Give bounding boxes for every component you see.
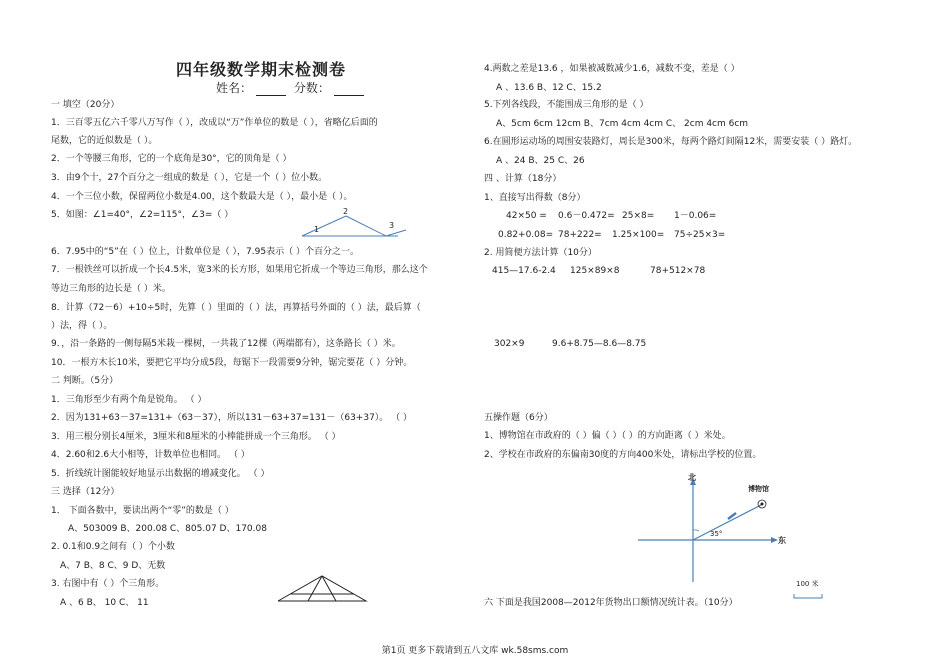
question-6: 6．7.95中的“5”在（ ）位上，计数单位是（ ），7.95表示（ ）个百分之一。	[51, 247, 359, 257]
score-blank	[334, 84, 364, 96]
calc-row2-item: 1.25×100=	[612, 230, 665, 240]
choice-6: 6.在圆形运动场的周围安装路灯，周长是300米，每两个路灯间隔12米，需要安装（ ）路灯。	[484, 137, 858, 147]
question-9: 9．，沿一条路的一侧每隔5米栽一棵树，一共栽了12棵（两端都有），这条路长（ ）米。	[51, 339, 401, 349]
calc-row1-item: 1－0.06=	[674, 211, 717, 221]
question-5: 5．如图：∠1=40°，∠2=115°，∠3=（ ）	[51, 210, 234, 220]
calc-row1-item: 25×8=	[622, 211, 655, 221]
judge-1: 1．三角形至少有两个角是锐角。 （ ）	[51, 395, 207, 405]
name-label: 姓名：	[216, 81, 253, 95]
calc-row2-item: 0.82+0.08=	[498, 230, 554, 240]
choice-4: 4.两数之差是13.6 ，如果被减数减少1.6，减数不变，差是（ ）	[484, 64, 740, 74]
angle-label-3: 3	[389, 221, 395, 230]
choice-3-options: A 、6 B、 10 C、 11	[60, 598, 149, 608]
calc-2-heading: 2. 用简便方法计算（10分）	[484, 248, 597, 258]
choice-5: 5.下列各线段，不能围成三角形的是（ ）	[484, 100, 649, 110]
section-choice-heading: 三 选择（12分）	[51, 487, 120, 497]
choice-1: 1． 下面各数中，要读出两个“零”的数是（ ）	[51, 506, 234, 516]
choice-2-options: A、7 B、8 C、9 D、无数	[60, 561, 166, 571]
score-label: 分数：	[293, 81, 330, 95]
question-2: 2．一个等腰三角形，它的一个底角是30°，它的顶角是（ ）	[51, 154, 292, 164]
east-label: 东	[778, 536, 786, 545]
calc-row1-item: 0.6－0.472=	[558, 211, 615, 221]
calc-row3-item: 78+512×78	[650, 266, 706, 276]
section-statistics-heading: 六 下面是我国2008—2012年货物出口额情况统计表。（10分）	[484, 598, 738, 608]
judge-5: 5．折线统计图能较好地显示出数据的增减变化。 （ ）	[51, 469, 270, 479]
question-7b: 等边三角形的边长是（ ）米。	[51, 284, 171, 294]
calc-row3-item: 125×89×8	[570, 266, 620, 276]
choice-6-options: A 、24 B、25 C、26	[496, 156, 585, 166]
operation-2: 2、学校在市政府的东偏南30度的方向400米处，请标出学校的位置。	[484, 450, 762, 460]
museum-label: 博物馆	[748, 485, 769, 493]
choice-5-options: A、5cm 6cm 12cm B、7cm 4cm 4cm C、 2cm 4cm 6cm	[496, 119, 749, 129]
angle-label-2: 2	[343, 207, 349, 216]
section-operation-heading: 五操作题（6分）	[484, 413, 553, 423]
name-blank	[256, 84, 286, 96]
choice-2: 2. 0.1和0.9之间有（ ）个小数	[51, 542, 175, 552]
section-fill-blank-heading: 一 填空（20分）	[51, 100, 120, 110]
judge-2: 2．因为131+63－37=131+（63－37），所以131－63+37=131－（63+37）。 （ ）	[51, 413, 413, 423]
question-10: 10．一根方木长10米，要把它平均分成5段，每锯下一段需要9分钟，锯完要花（ ）分钟。	[51, 358, 413, 368]
choice-4-options: A 、13.6 B、12 C、15.2	[496, 83, 602, 93]
name-score-row	[216, 79, 368, 96]
angle-label-1: 1	[314, 225, 320, 234]
north-label: 北	[688, 473, 696, 482]
scale-label: 100 米	[796, 580, 819, 588]
question-1b: 尾数，它的近似数是（ ）。	[51, 136, 158, 146]
question-4: 4．一个三位小数，保留两位小数是4.00，这个数最大是（ ），最小是（ ）。	[51, 192, 353, 202]
question-1a: 1．三百零五亿六千零八万写作（ ），改成以“万”作单位的数是（ ），省略亿后面的	[51, 118, 378, 128]
calc-row3-item: 415—17.6-2.4	[492, 266, 556, 276]
angle-35-label: 35°	[710, 530, 723, 538]
section-calc-heading: 四 、计算（18分）	[484, 174, 562, 184]
question-8a: 8．计算（72－6）+10÷5时，先算（ ）里面的（ ）法，再算括号外面的（ ）法，最后算（	[51, 303, 421, 313]
question-8b: ）法，得（ ）。	[51, 321, 113, 331]
calc-row1-item: 42×50 =	[506, 211, 547, 221]
triangle-count-figure	[276, 574, 368, 604]
judge-4: 4．2.60和2.6大小相等，计数单位也相同。 （ ）	[51, 450, 250, 460]
angle-figure	[300, 204, 420, 238]
question-7a: 7．一根铁丝可以折成一个长4.5米，宽3米的长方形，如果用它折成一个等边三角形，那么这个	[51, 265, 428, 275]
operation-1: 1、博物馆在市政府的（ ）偏（ ）（ ）的方向距离（ ）米处。	[484, 431, 731, 441]
choice-1-options: A、503009 B、200.08 C、805.07 D、170.08	[68, 524, 267, 534]
question-3: 3．由9个十，27个百分之一组成的数是（ ），它是一个（ ）位小数。	[51, 173, 328, 183]
calc-row2-item: 75÷25×3=	[674, 230, 726, 240]
calc-row4-item: 302×9	[494, 339, 525, 349]
calc-1-heading: 1、直接写出得数（8分）	[484, 193, 586, 203]
calc-row2-item: 78+222=	[558, 230, 602, 240]
page-footer: 第1页 更多下载请到五八文库 wk.58sms.com	[381, 646, 569, 656]
judge-3: 3．用三根分别长4厘米，3厘米和8厘米的小棒能拼成一个三角形。 （ ）	[51, 432, 341, 442]
calc-row4-item: 9.6+8.75—8.6—8.75	[552, 339, 647, 349]
direction-map	[628, 470, 828, 610]
section-judge-heading: 二 判断。（5分）	[51, 376, 119, 386]
choice-3: 3. 右图中有（ ）个三角形。	[51, 579, 165, 589]
page-title: 四年级数学期末检测卷	[176, 60, 347, 79]
